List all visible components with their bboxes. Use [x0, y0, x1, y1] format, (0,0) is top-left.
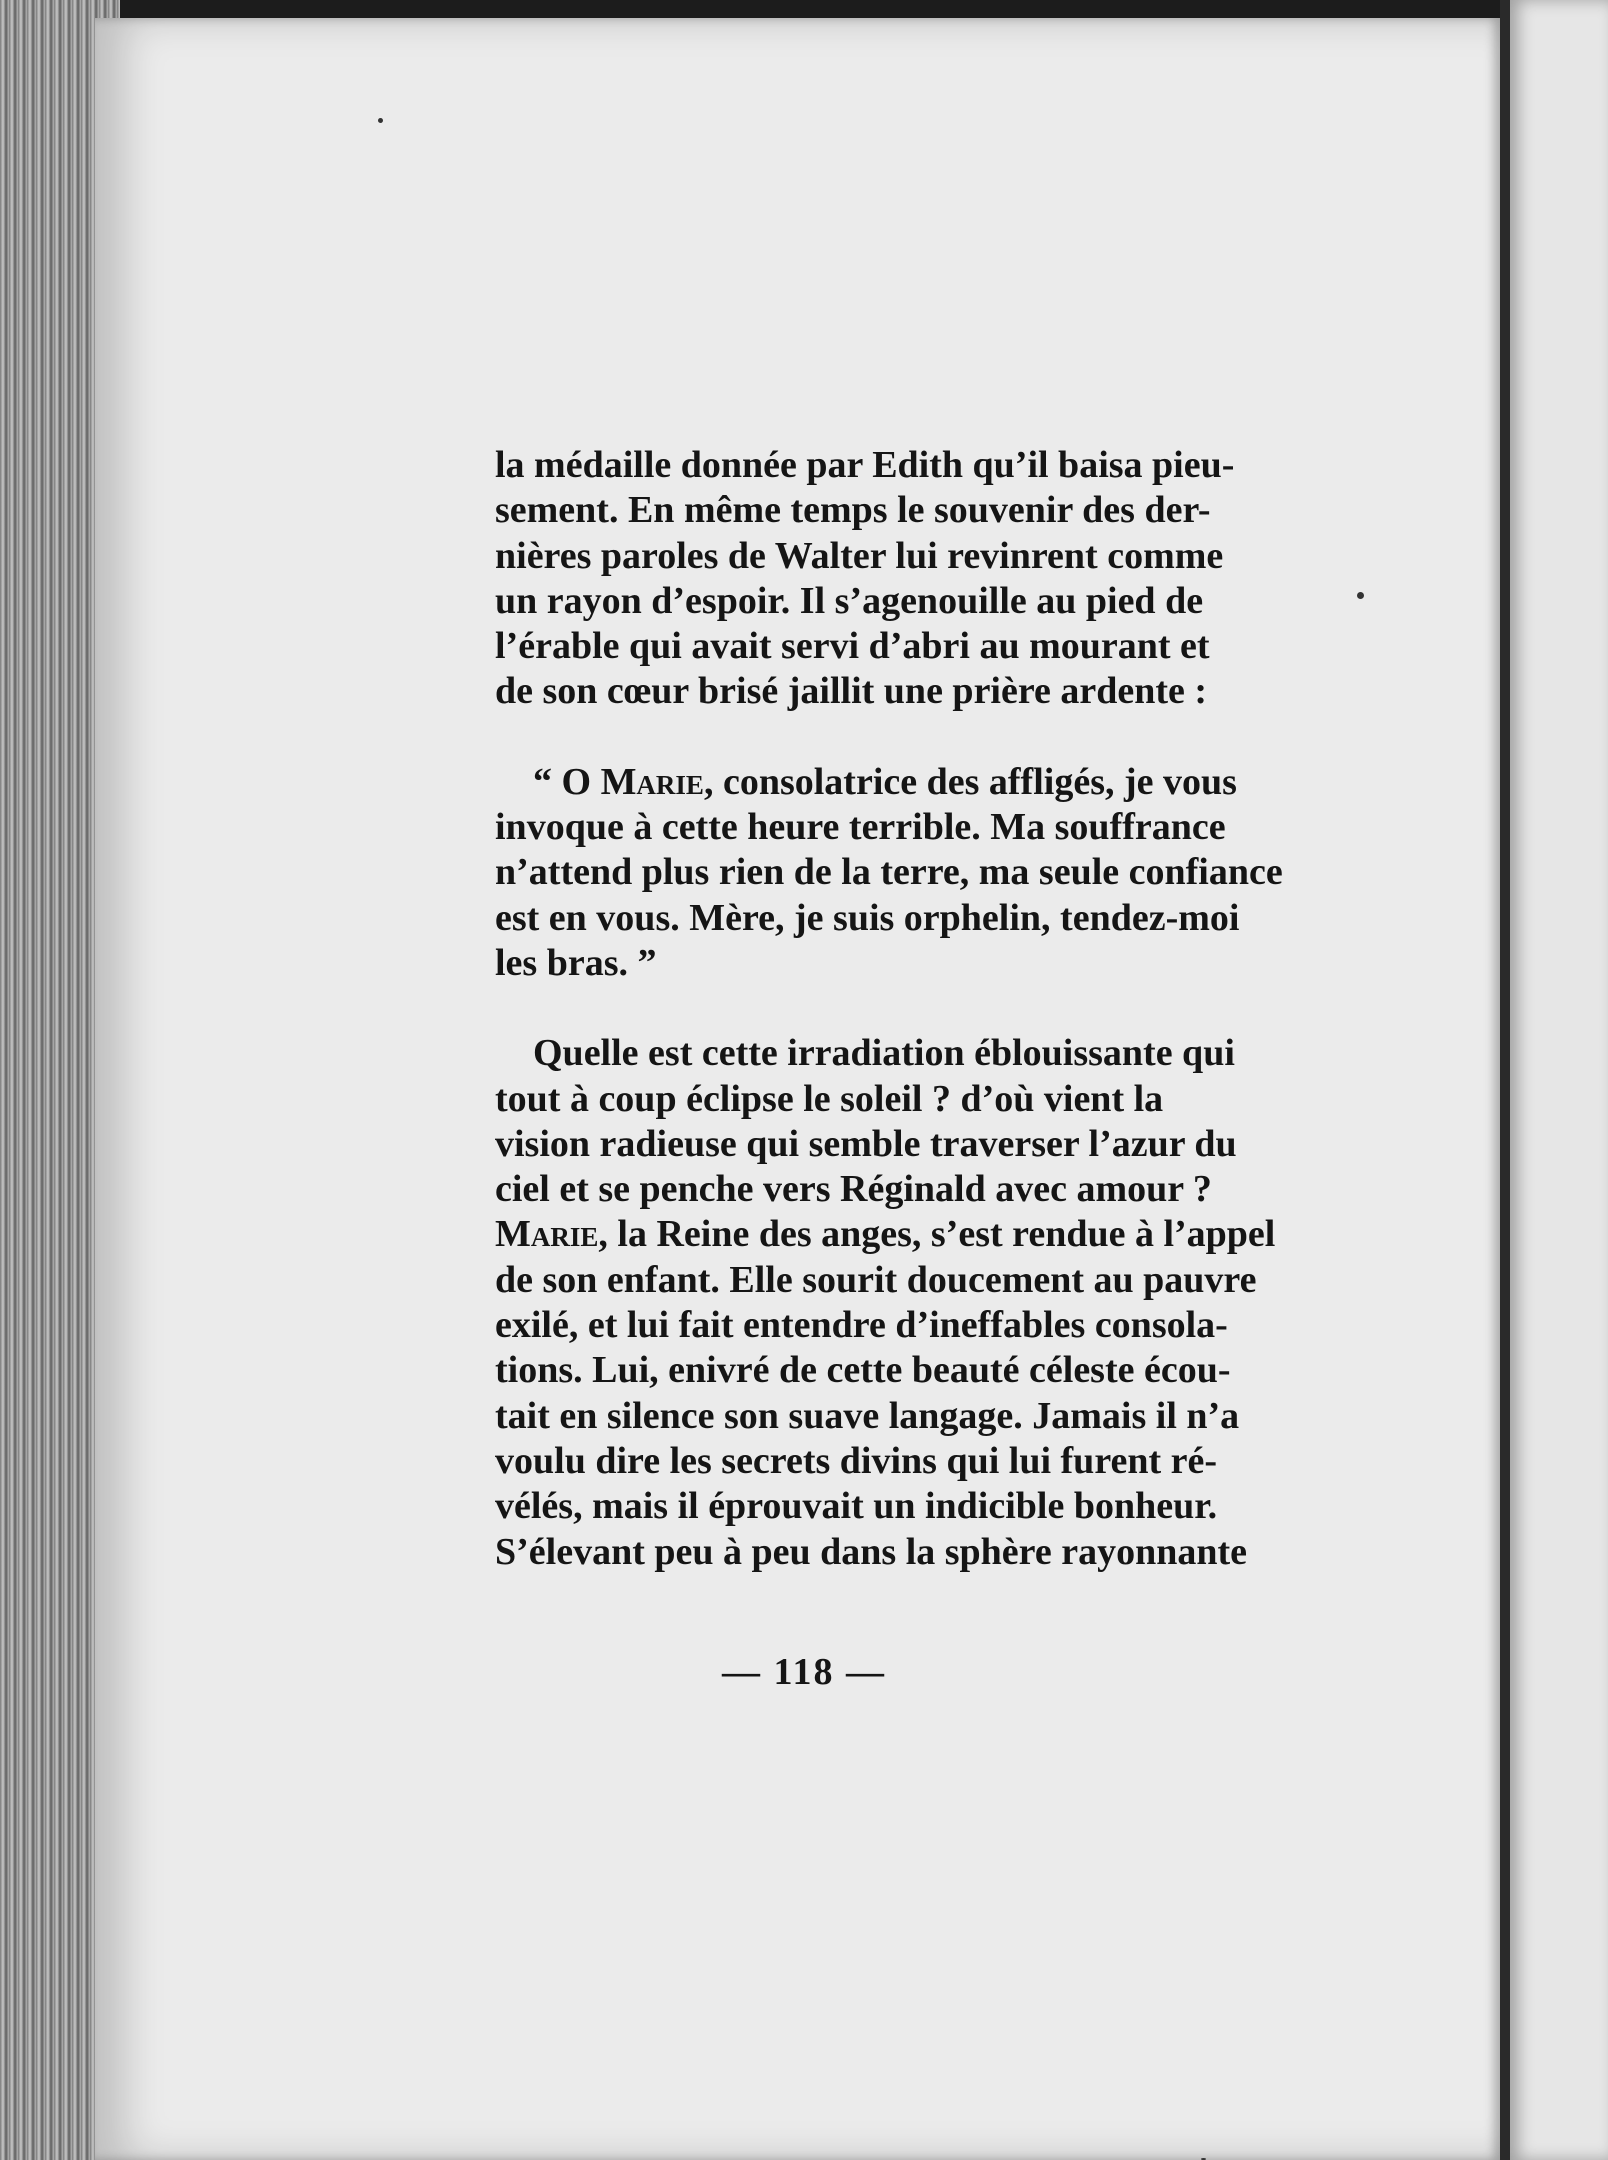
- text-line: “ O Marie, consolatrice des affligés, je vous: [533, 760, 1237, 803]
- text-line: Quelle est cette irradiation éblouissante qui: [533, 1032, 1235, 1075]
- paragraph-2: [495, 760, 1315, 986]
- text-line: exilé, et lui fait entendre d’ineffables consola-: [495, 1304, 1228, 1347]
- text-line: invoque à cette heure terrible. Ma souffrance: [495, 806, 1226, 849]
- text-line: Marie, la Reine des anges, s’est rendue à l’appel: [495, 1213, 1276, 1256]
- text-line: de son enfant. Elle sourit doucement au pauvre: [495, 1258, 1257, 1301]
- facing-page-edge: [1510, 0, 1608, 2160]
- text-line: l’érable qui avait servi d’abri au mourant et: [495, 625, 1210, 668]
- text-line: tait en silence son suave langage. Jamais il n’a: [495, 1394, 1240, 1437]
- text-line: tout à coup éclipse le soleil ? d’où vient la: [495, 1077, 1164, 1120]
- text-line: est en vous. Mère, je suis orphelin, tendez-moi: [495, 896, 1240, 939]
- text-line: vélés, mais il éprouvait un indicible bonheur.: [495, 1485, 1218, 1528]
- text-line: n’attend plus rien de la terre, ma seule confiance: [495, 851, 1283, 894]
- text-line: la médaille donnée par Edith qu’il baisa pieu-: [495, 444, 1235, 486]
- text-line: tions. Lui, enivré de cette beauté céleste écou-: [495, 1349, 1231, 1392]
- text-line: nières paroles de Walter lui revinrent comme: [495, 534, 1224, 577]
- dust-speck: [378, 118, 383, 123]
- paragraph-3: [495, 1031, 1315, 1575]
- text-line: ciel et se penche vers Réginald avec amour ?: [495, 1168, 1212, 1211]
- book-gutter: [1500, 0, 1510, 2160]
- text-line: un rayon d’espoir. Il s’agenouille au pied de: [495, 579, 1204, 622]
- text-line: vision radieuse qui semble traverser l’azur du: [495, 1122, 1237, 1165]
- page-number: — 118 —: [722, 1651, 886, 1693]
- text-line: les bras. ”: [495, 941, 657, 984]
- text-line: sement. En même temps le souvenir des der-: [495, 489, 1211, 532]
- dust-speck: [1357, 592, 1364, 599]
- text-line: de son cœur brisé jaillit une prière ardente :: [495, 670, 1208, 713]
- text-line: voulu dire les secrets divins qui lui furent ré-: [495, 1439, 1218, 1482]
- body-text: [495, 443, 1315, 1575]
- paragraph-1: [495, 443, 1315, 715]
- text-line: S’élevant peu à peu dans la sphère rayonnante: [495, 1530, 1248, 1573]
